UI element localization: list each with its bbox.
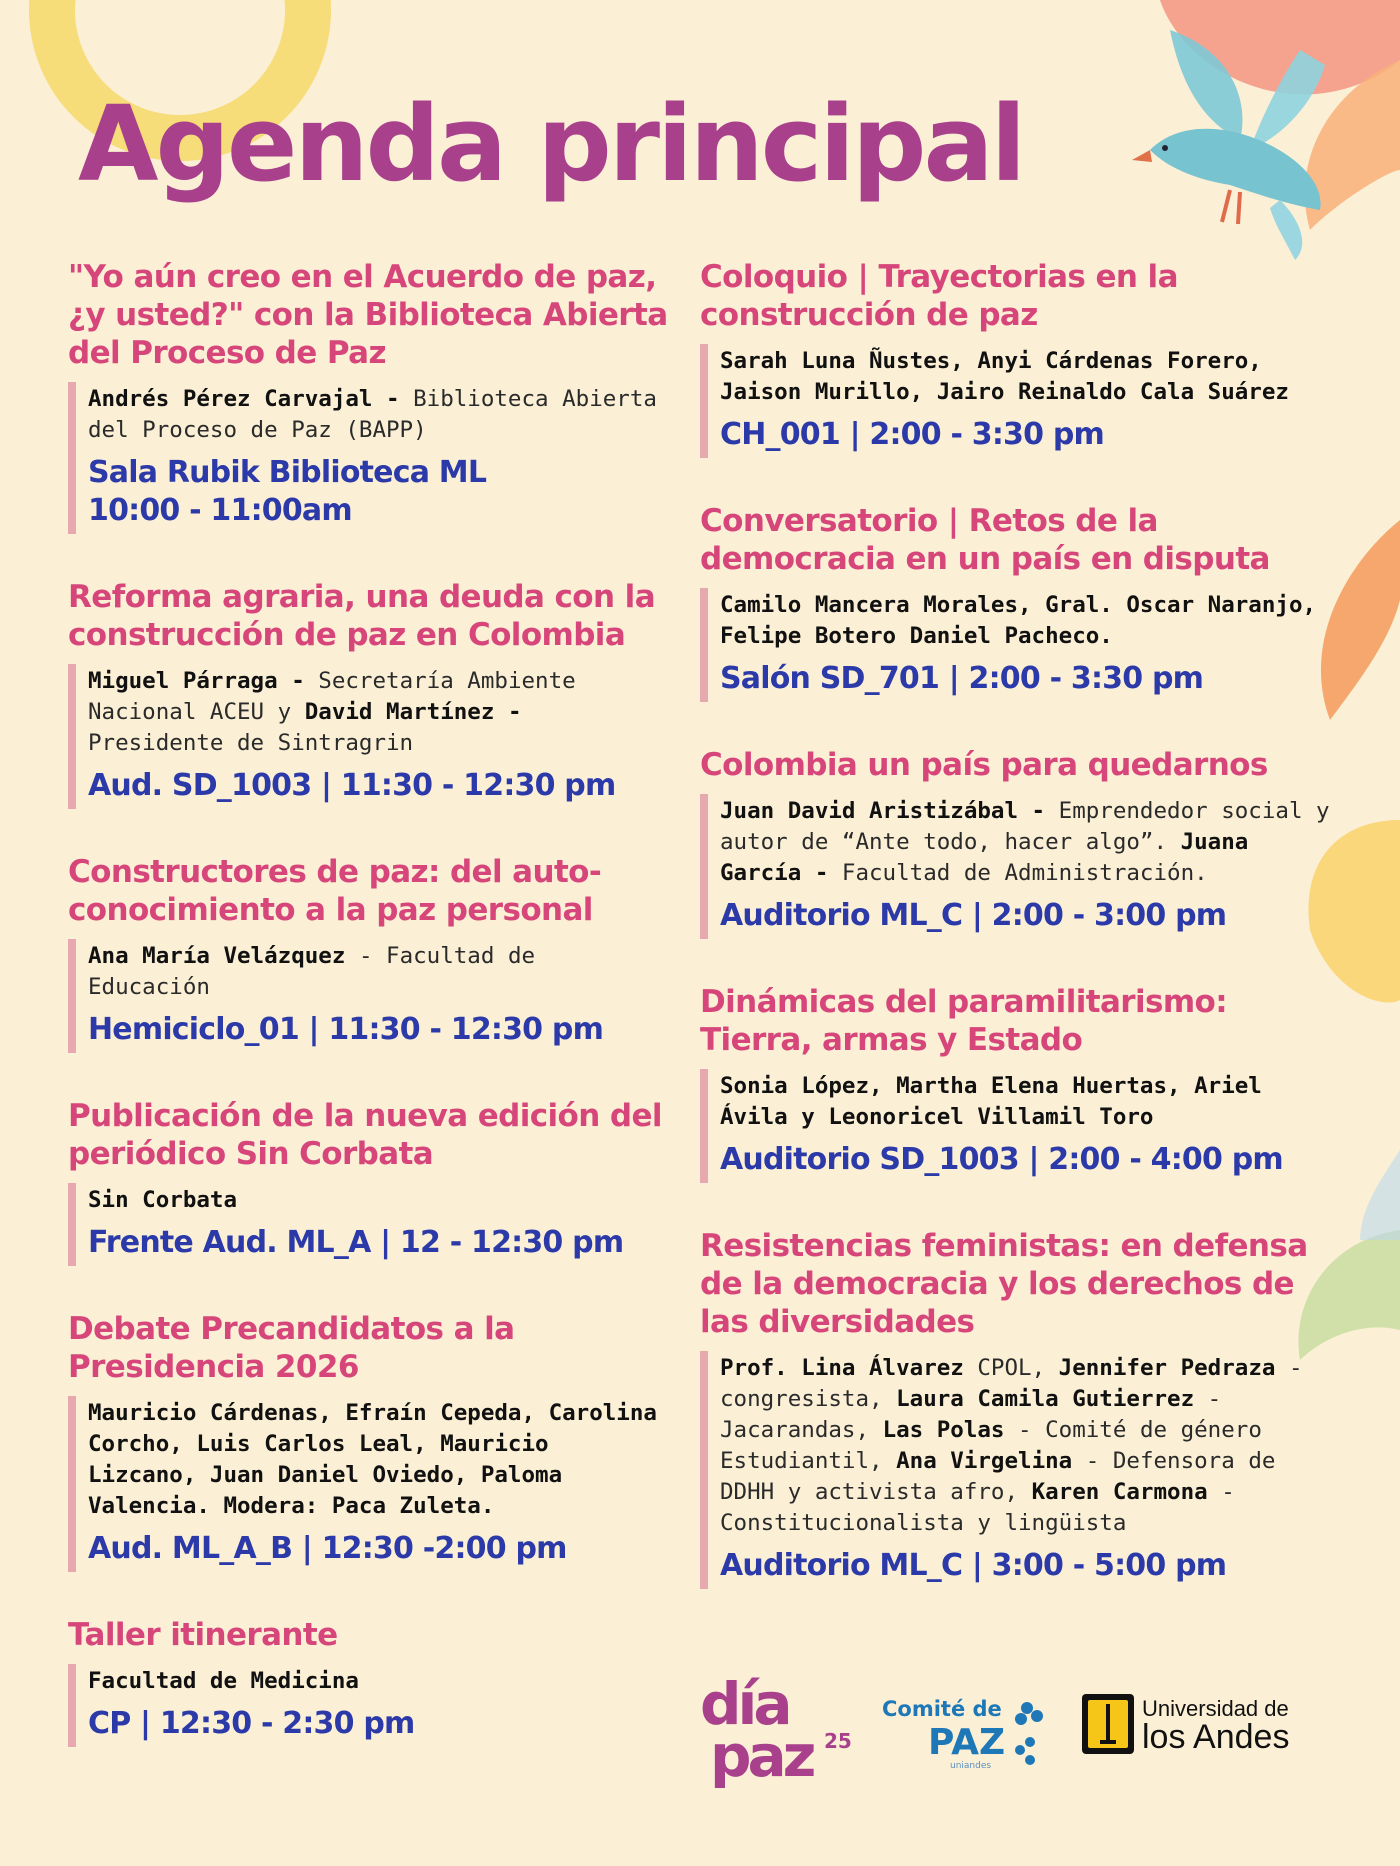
event-speakers: [720, 590, 1330, 652]
event-title: Resistencias feministas: en defensa de la democracia y los derechos de las diversidades: [700, 1228, 1308, 1340]
event-speakers: [88, 384, 668, 446]
speaker-affiliation: Facultad de Administración.: [841, 860, 1208, 886]
dia-paz-logo-line1: día: [700, 1670, 789, 1738]
agenda-event: [68, 1616, 668, 1747]
speaker-name: Juana García -: [720, 829, 1249, 886]
speaker-affiliation: - Jacarandas,: [720, 1386, 1222, 1443]
event-details: [68, 664, 668, 809]
agenda-event: [68, 1310, 668, 1572]
event-location-time: Aud. ML_A_B | 12:30 -2:00 pm: [88, 1531, 567, 1566]
event-speakers: [720, 346, 1330, 408]
event-speakers: [88, 1185, 668, 1216]
orange-flame-decoration: [1321, 520, 1400, 720]
uniandes-logo-line2: los Andes: [1142, 1718, 1290, 1756]
page-title: Agenda principal: [78, 83, 1024, 205]
event-title: "Yo aún creo en el Acuerdo de paz, ¿y usted?" con la Biblioteca Abierta del Proceso de Paz: [68, 259, 668, 371]
agenda-left-column: [68, 258, 668, 1791]
speaker-affiliation: - Defensora de DDHH y activista afro,: [720, 1448, 1276, 1505]
event-details: [68, 382, 668, 534]
speaker-name: Ana Virgelina: [896, 1448, 1086, 1474]
speaker-name: Sonia López, Martha Elena Huertas, Ariel Ávila y Leonoricel Villamil Toro: [720, 1073, 1262, 1130]
event-title: Conversatorio | Retos de la democracia en un país en disputa: [700, 503, 1270, 577]
event-details: [700, 794, 1330, 939]
speaker-name: Sarah Luna Ñustes, Anyi Cárdenas Forero, Jaison Murillo, Jairo Reinaldo Cala Suárez: [720, 348, 1289, 405]
speaker-name: Miguel Párraga -: [88, 668, 319, 694]
event-details: [700, 1351, 1330, 1589]
agenda-event: [700, 1227, 1330, 1589]
comite-de-paz-logo: [880, 1686, 1050, 1796]
event-details: [68, 1396, 668, 1572]
agenda-right-column: [700, 258, 1330, 1633]
event-title: Colombia un país para quedarnos: [700, 747, 1268, 783]
speaker-name: Sin Corbata: [88, 1187, 238, 1213]
speaker-name: Ana María Velázquez: [88, 943, 359, 969]
dia-paz-logo: [700, 1668, 860, 1788]
event-speakers: [720, 1071, 1330, 1133]
speaker-affiliation: - Constitucionalista y lingüista: [720, 1479, 1235, 1536]
event-location-time: Aud. SD_1003 | 11:30 - 12:30 pm: [88, 768, 616, 803]
event-title: Taller itinerante: [68, 1617, 338, 1653]
event-location-time: Sala Rubik Biblioteca ML: [88, 455, 487, 490]
speaker-name: Camilo Mancera Morales, Gral. Oscar Naranjo, Felipe Botero Daniel Pacheco.: [720, 592, 1317, 649]
speaker-affiliation: CPOL,: [977, 1355, 1059, 1381]
speaker-name: Juan David Aristizábal -: [720, 798, 1059, 824]
event-details: [700, 1069, 1330, 1183]
event-speakers: [88, 1398, 668, 1522]
event-title: Debate Precandidatos a la Presidencia 2026: [68, 1311, 515, 1385]
event-title: Publicación de la nueva edición del periódico Sin Corbata: [68, 1098, 662, 1172]
agenda-event: [700, 502, 1330, 702]
event-title: Dinámicas del paramilitarismo: Tierra, armas y Estado: [700, 984, 1228, 1058]
speaker-name: Mauricio Cárdenas, Efraín Cepeda, Carolina Corcho, Luis Carlos Leal, Mauricio Lizcano, Juan Daniel Oviedo, Paloma Valencia. Modera: Paca Zuleta.: [88, 1400, 657, 1519]
speaker-name: Las Polas: [882, 1417, 1019, 1443]
comite-logo-line2: PAZ: [928, 1722, 1006, 1763]
flower-icon: [1015, 1702, 1043, 1765]
event-details: [68, 1664, 668, 1747]
uniandes-logo-line1: Universidad de: [1142, 1696, 1289, 1721]
event-location-time: 10:00 - 11:00am: [88, 493, 352, 528]
speaker-name: Laura Camila Gutierrez: [896, 1386, 1208, 1412]
dia-paz-logo-year: 25: [824, 1729, 852, 1753]
event-speakers: [720, 1353, 1330, 1539]
comite-logo-line1: Comité de: [882, 1697, 1002, 1721]
speaker-affiliation: Secretaría Ambiente Nacional ACEU y: [88, 668, 576, 725]
speaker-affiliation: Emprendedor social y autor de “Ante todo, hacer algo”.: [720, 798, 1330, 855]
event-location-time: Auditorio ML_C | 3:00 - 5:00 pm: [720, 1548, 1227, 1583]
agenda-event: [700, 983, 1330, 1183]
event-location-time: Auditorio ML_C | 2:00 - 3:00 pm: [720, 898, 1227, 933]
event-location-time: Frente Aud. ML_A | 12 - 12:30 pm: [88, 1225, 624, 1260]
event-location-time: CP | 12:30 - 2:30 pm: [88, 1706, 415, 1741]
event-location-time: CH_001 | 2:00 - 3:30 pm: [720, 417, 1104, 452]
event-title: Constructores de paz: del auto-conocimiento a la paz personal: [68, 854, 602, 928]
speaker-name: Prof. Lina Álvarez: [720, 1355, 978, 1381]
event-details: [68, 1183, 668, 1266]
event-speakers: [88, 941, 668, 1003]
speaker-name: Andrés Pérez Carvajal -: [88, 386, 414, 412]
speaker-affiliation: Presidente de Sintragrin: [88, 730, 414, 756]
comite-logo-line3: uniandes: [950, 1761, 992, 1771]
event-location-time: Auditorio SD_1003 | 2:00 - 4:00 pm: [720, 1142, 1283, 1177]
event-details: [68, 939, 668, 1053]
event-location-time: Salón SD_701 | 2:00 - 3:30 pm: [720, 661, 1204, 696]
agenda-event: [700, 746, 1330, 939]
agenda-event: [68, 1097, 668, 1266]
agenda-event: [700, 258, 1330, 458]
event-details: [700, 588, 1330, 702]
speaker-name: Facultad de Medicina: [88, 1668, 359, 1694]
speaker-name: David Martínez -: [304, 699, 522, 725]
uniandes-logo: [1082, 1686, 1322, 1796]
speaker-name: Karen Carmona: [1031, 1479, 1222, 1505]
dia-paz-logo-line2: paz: [710, 1722, 813, 1788]
speaker-name: Jennifer Pedraza: [1058, 1355, 1289, 1381]
event-location-time: Hemiciclo_01 | 11:30 - 12:30 pm: [88, 1012, 604, 1047]
sponsor-logos: [700, 1668, 1320, 1788]
speaker-affiliation: - congresista,: [720, 1355, 1303, 1412]
speaker-affiliation: Biblioteca Abierta del Proceso de Paz (BAPP): [88, 386, 657, 443]
blue-arc-decoration: [1360, 1150, 1400, 1240]
speaker-affiliation: - Comité de género Estudiantil,: [720, 1417, 1262, 1474]
agenda-event: [68, 258, 668, 534]
event-title: Coloquio | Trayectorias en la construcción de paz: [700, 259, 1178, 333]
event-details: [700, 344, 1330, 458]
event-speakers: [88, 666, 668, 759]
agenda-event: [68, 578, 668, 809]
event-speakers: [88, 1666, 668, 1697]
speaker-affiliation: - Facultad de Educación: [88, 943, 536, 1000]
dove-icon: [1110, 10, 1370, 270]
event-speakers: [720, 796, 1330, 889]
agenda-event: [68, 853, 668, 1053]
event-title: Reforma agraria, una deuda con la construcción de paz en Colombia: [68, 579, 656, 653]
